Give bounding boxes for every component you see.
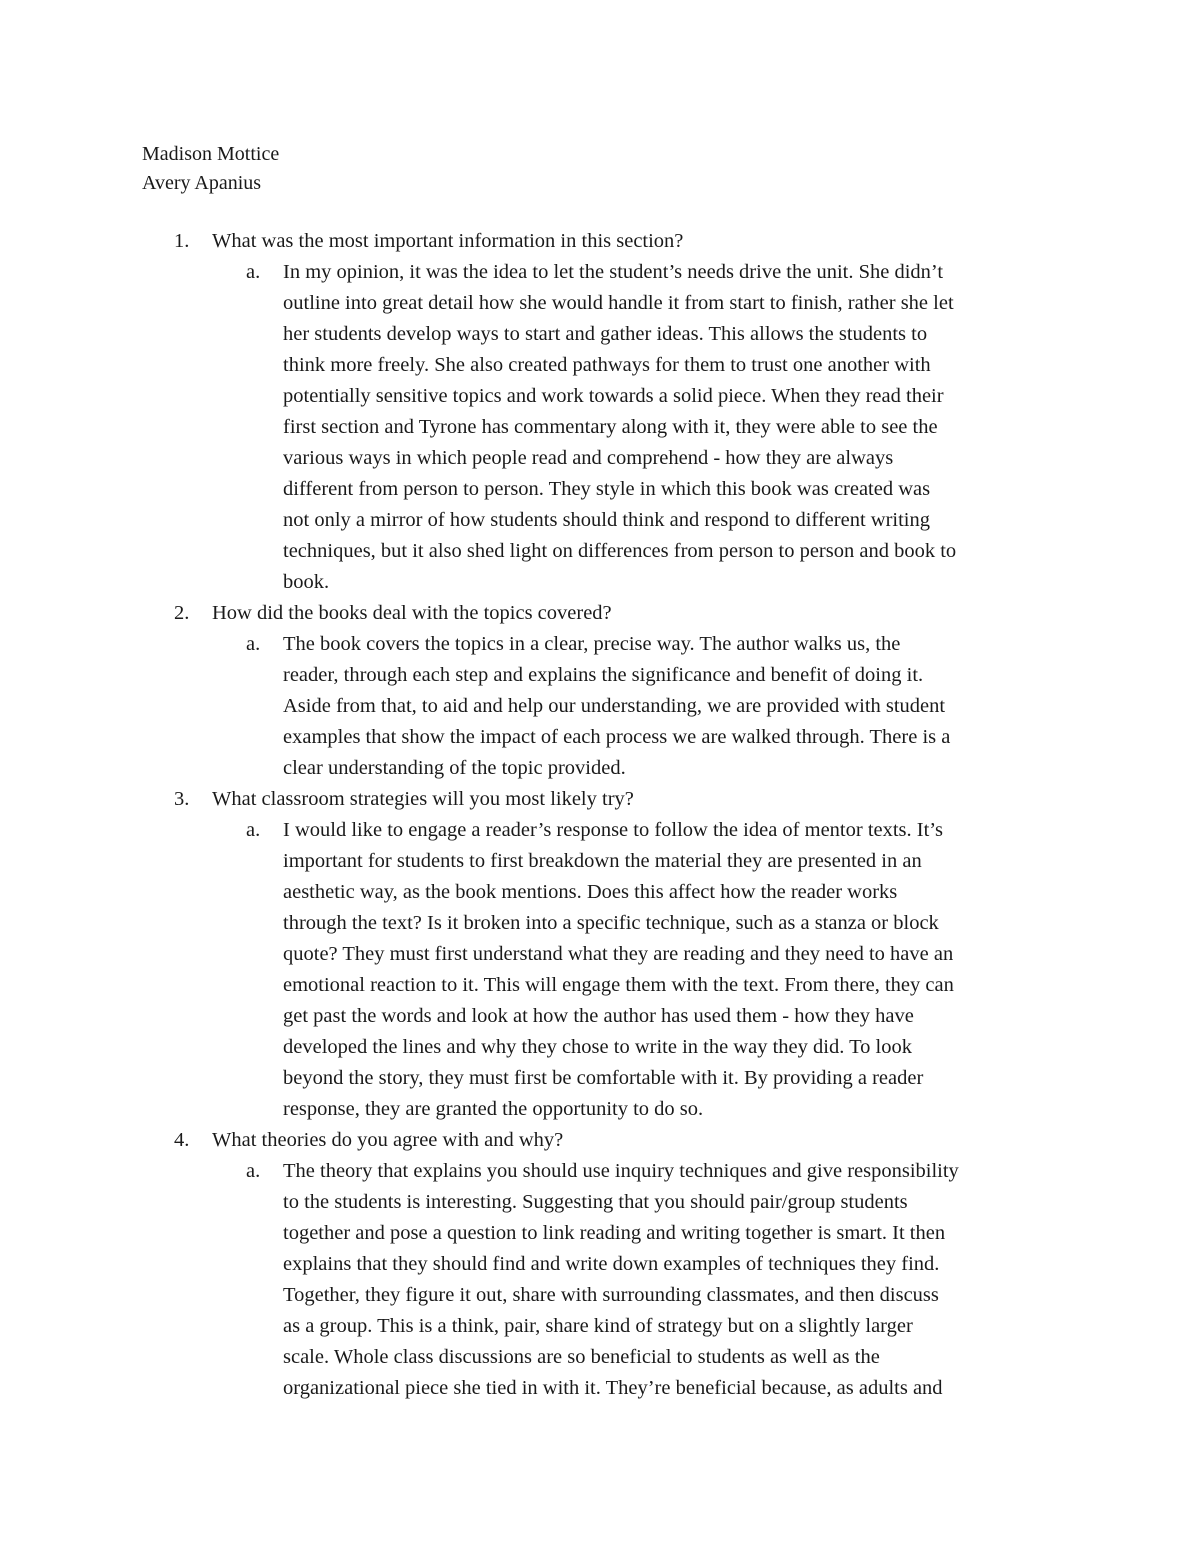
answer-line: scale. Whole class discussions are so beneficial to students as well as the [283,1346,880,1368]
answer-line: important for students to first breakdown the material they are presented in an [283,850,922,872]
answer-line: think more freely. She also created pathways for them to trust one another with [283,354,931,376]
answer-item [0,815,1200,1125]
answer-line: I would like to engage a reader’s response to follow the idea of mentor texts. It’s [283,819,943,841]
answer-text [283,815,1068,1125]
answer-line: to the students is interesting. Suggesting that you should pair/group students [283,1191,908,1213]
answer-line: The book covers the topics in a clear, precise way. The author walks us, the [283,633,901,655]
answer-line: techniques, but it also shed light on differences from person to person and book to [283,540,957,562]
question-text: What was the most important information in this section? [212,230,684,252]
answer-line: get past the words and look at how the author has used them - how they have [283,1005,914,1027]
answer-line: not only a mirror of how students should think and respond to different writing [283,509,930,531]
answer-item [0,1156,1200,1404]
answer-line: clear understanding of the topic provided. [283,757,626,779]
answer-line: as a group. This is a think, pair, share kind of strategy but on a slightly larger [283,1315,913,1337]
question-number: 2. [174,602,190,624]
question-item [0,784,1200,1125]
question-text: What theories do you agree with and why? [212,1129,564,1151]
answer-item [0,257,1200,598]
answer-line: organizational piece she tied in with it. They’re beneficial because, as adults and [283,1377,943,1399]
answer-text [283,257,1068,598]
answer-line: In my opinion, it was the idea to let the student’s needs drive the unit. She didn’t [283,261,944,283]
answer-letter: a. [246,261,261,283]
author-name: Avery Apanius [142,172,262,194]
answer-line: aesthetic way, as the book mentions. Does this affect how the reader works [283,881,898,903]
answer-line: response, they are granted the opportunity to do so. [283,1098,704,1120]
question-text: What classroom strategies will you most likely try? [212,788,634,810]
answer-line: The theory that explains you should use inquiry techniques and give responsibility [283,1160,959,1182]
answer-item [0,629,1200,784]
answer-line: through the text? Is it broken into a specific technique, such as a stanza or block [283,912,939,934]
question-list [0,226,1200,1404]
answer-line: potentially sensitive topics and work towards a solid piece. When they read their [283,385,944,407]
answer-line: quote? They must first understand what they are reading and they need to have an [283,943,954,965]
answer-line: developed the lines and why they chose to write in the way they did. To look [283,1036,912,1058]
answer-text [283,629,1068,784]
author-block [142,140,279,198]
question-item [0,1125,1200,1404]
answer-line: different from person to person. They style in which this book was created was [283,478,931,500]
question-number: 1. [174,230,190,252]
answer-line: first section and Tyrone has commentary along with it, they were able to see the [283,416,938,438]
question-item [0,598,1200,784]
answer-line: explains that they should find and write down examples of techniques they find. [283,1253,940,1275]
answer-letter: a. [246,819,261,841]
answer-line: book. [283,571,330,593]
question-number: 3. [174,788,190,810]
question-text: How did the books deal with the topics covered? [212,602,612,624]
answer-line: her students develop ways to start and gather ideas. This allows the students to [283,323,928,345]
author-name: Madison Mottice [142,143,280,165]
answer-letter: a. [246,633,261,655]
answer-text [283,1156,1068,1404]
answer-line: Together, they figure it out, share with surrounding classmates, and then discuss [283,1284,939,1306]
answer-line: beyond the story, they must first be comfortable with it. By providing a reader [283,1067,924,1089]
answer-letter: a. [246,1160,261,1182]
answer-line: various ways in which people read and comprehend - how they are always [283,447,894,469]
question-item [0,226,1200,598]
answer-line: Aside from that, to aid and help our understanding, we are provided with student [283,695,946,717]
answer-line: together and pose a question to link reading and writing together is smart. It then [283,1222,946,1244]
answer-line: examples that show the impact of each process we are walked through. There is a [283,726,951,748]
answer-line: reader, through each step and explains the significance and benefit of doing it. [283,664,924,686]
answer-line: outline into great detail how she would handle it from start to finish, rather she let [283,292,954,314]
question-number: 4. [174,1129,190,1151]
answer-line: emotional reaction to it. This will engage them with the text. From there, they can [283,974,954,996]
